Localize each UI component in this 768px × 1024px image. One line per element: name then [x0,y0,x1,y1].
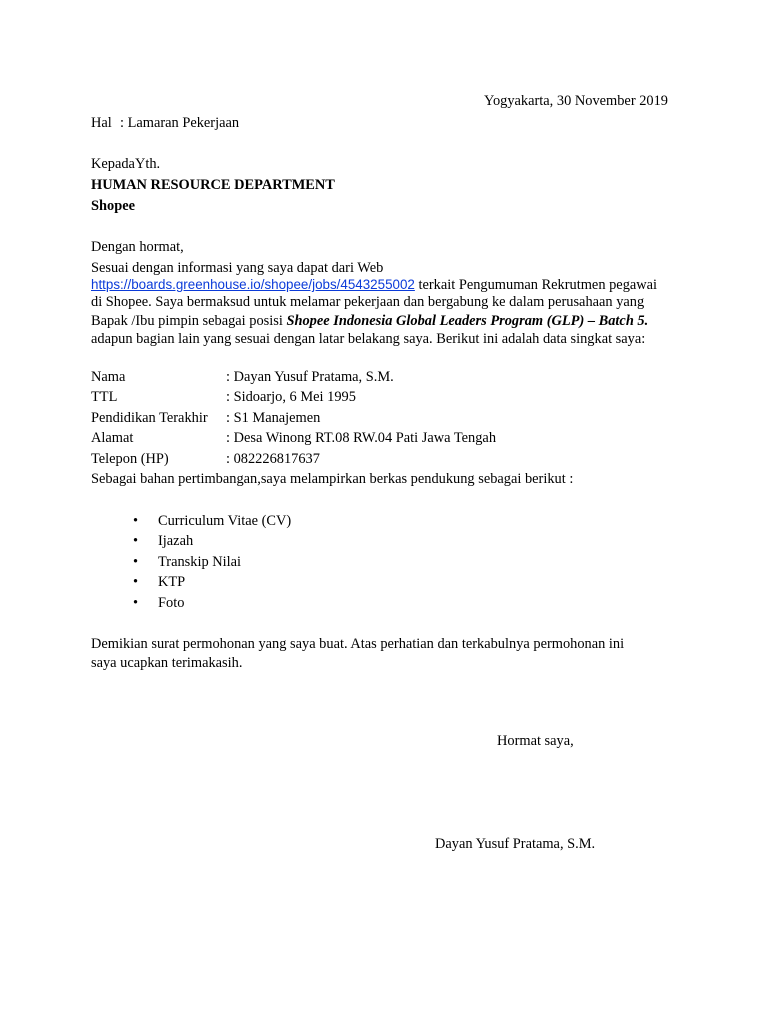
recipient-department: HUMAN RESOURCE DEPARTMENT [91,177,335,193]
bullet-icon: • [133,595,139,611]
job-posting-link[interactable]: https://boards.greenhouse.io/shopee/jobs/4543255002 [91,277,415,292]
attachment-label: Foto [158,595,185,611]
attachments-intro: Sebagai bahan pertimbangan,saya melampirkan berkas pendukung sebagai berikut : [91,471,574,487]
sign-off: Hormat saya, [497,733,574,749]
applicant-label: Telepon (HP) [91,451,169,467]
recipient-company: Shopee [91,198,135,214]
applicant-label: Nama [91,369,126,385]
recipient-salutation: KepadaYth. [91,156,161,172]
applicant-value: : 082226817637 [226,451,320,467]
intro-line-2-text: terkait Pengumuman Rekrutmen pegawai [414,277,658,293]
place-date: Yogyakarta, 30 November 2019 [484,93,668,109]
attachment-label: Ijazah [158,533,194,549]
applicant-value: : Desa Winong RT.08 RW.04 Pati Jawa Tengah [226,430,497,446]
intro-line-5: adapun bagian lain yang sesuai dengan latar belakang saya. Berikut ini adalah data singkat saya: [91,331,646,347]
applicant-value: : S1 Manajemen [226,410,321,426]
subject-label: Hal [91,115,112,131]
applicant-label: Alamat [91,430,134,446]
position-title: Shopee Indonesia Global Leaders Program (GLP) – Batch 5. [286,313,649,329]
intro-line-1: Sesuai dengan informasi yang saya dapat dari Web [91,260,384,276]
signature-name: Dayan Yusuf Pratama, S.M. [435,836,596,852]
subject-value: : Lamaran Pekerjaan [120,115,240,131]
bullet-icon: • [133,513,139,529]
intro-line-4-text: Bapak /Ibu pimpin sebagai posisi [91,313,287,329]
bullet-icon: • [133,533,139,549]
attachment-label: Transkip Nilai [158,554,242,570]
applicant-label: TTL [91,389,118,405]
applicant-label: Pendidikan Terakhir [91,410,208,426]
closing-line-2: saya ucapkan terimakasih. [91,655,243,671]
intro-line-3: di Shopee. Saya bermaksud untuk melamar pekerjaan dan bergabung ke dalam perusahaan yang [91,294,645,310]
applicant-value: : Sidoarjo, 6 Mei 1995 [226,389,356,405]
closing-line-1: Demikian surat permohonan yang saya buat. Atas perhatian dan terkabulnya permohonan ini [91,636,625,652]
greeting: Dengan hormat, [91,239,184,255]
intro-line-4 [91,311,648,331]
attachment-label: KTP [158,574,186,590]
bullet-icon: • [133,554,139,570]
bullet-icon: • [133,574,139,590]
attachment-label: Curriculum Vitae (CV) [158,513,292,529]
applicant-value: : Dayan Yusuf Pratama, S.M. [226,369,394,385]
